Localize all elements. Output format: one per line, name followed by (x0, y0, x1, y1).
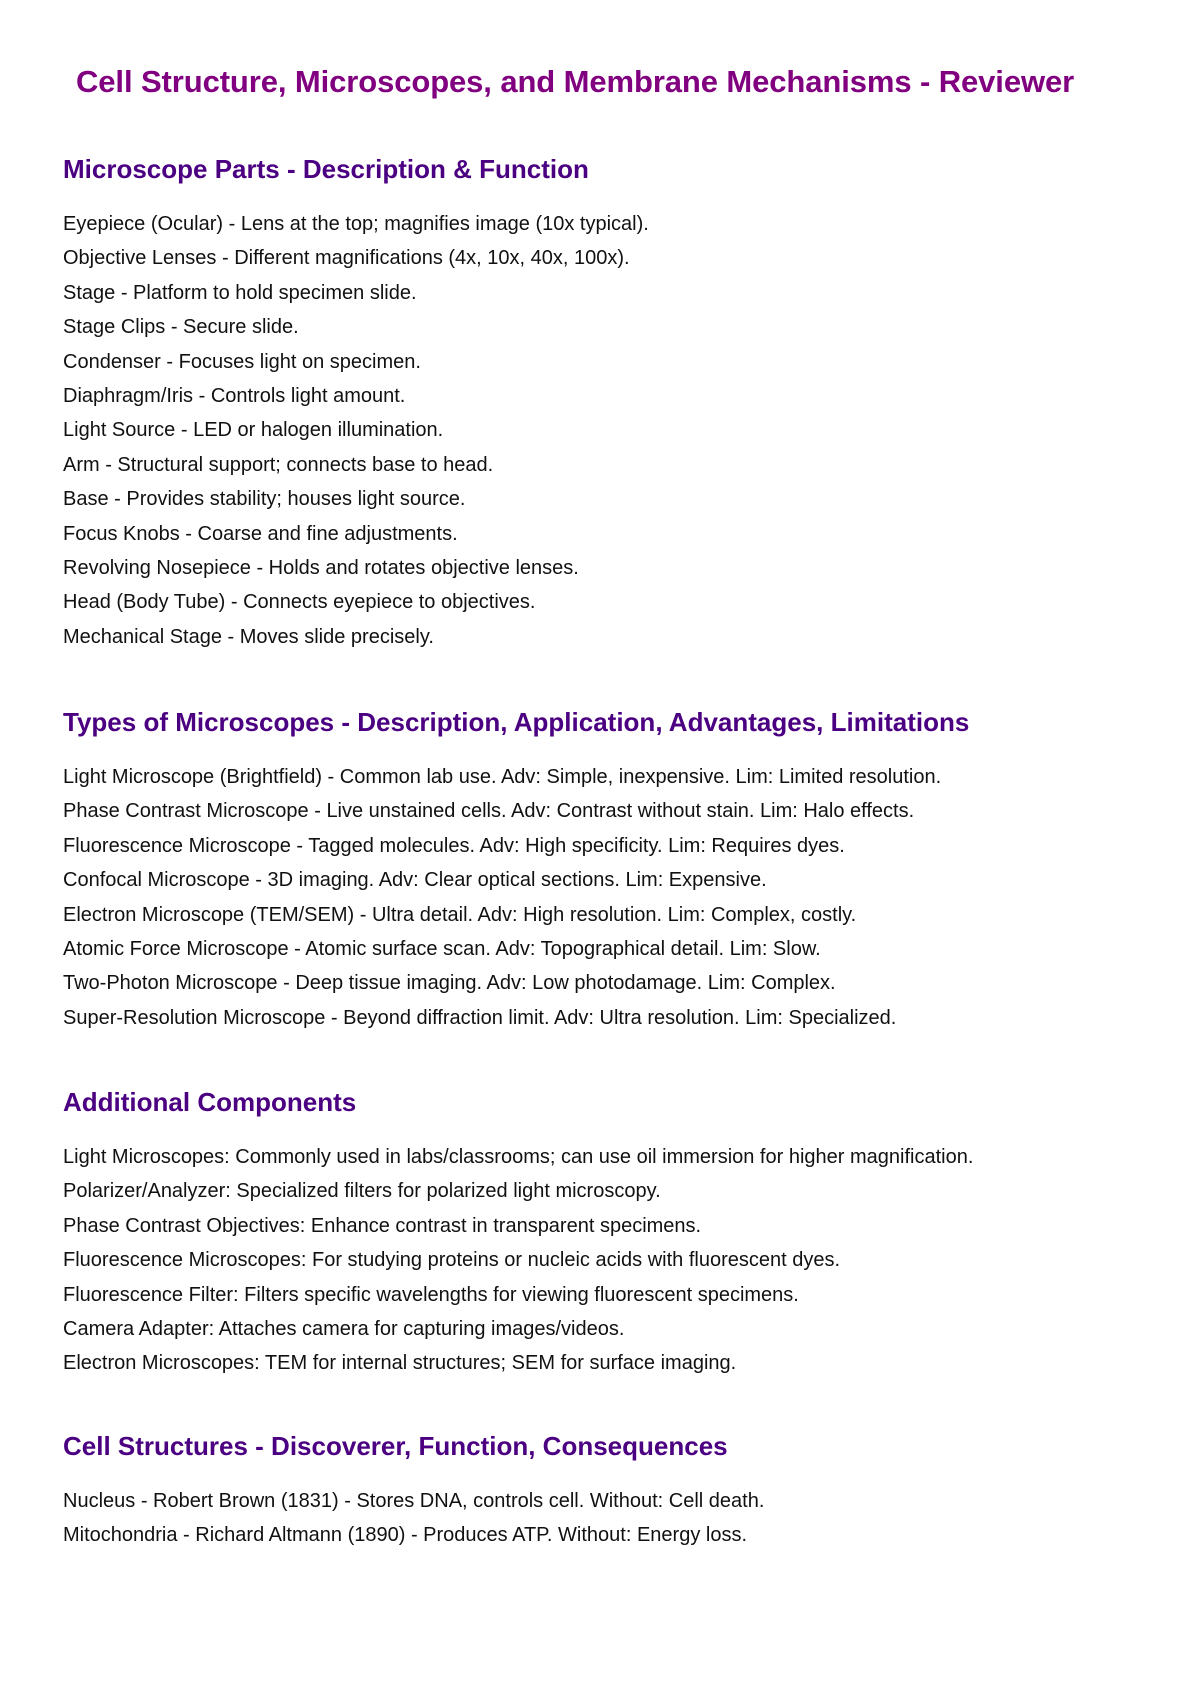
list-item: Camera Adapter: Attaches camera for capturing images/videos. (63, 1318, 625, 1341)
section-cell-structures (63, 1431, 1143, 1553)
list-item: Arm - Structural support; connects base to head. (63, 453, 494, 476)
section-heading: Types of Microscopes - Description, Application, Advantages, Limitations (63, 707, 970, 737)
list-item: Fluorescence Filter: Filters specific wavelengths for viewing fluorescent specimens. (63, 1283, 799, 1306)
list-item: Electron Microscope (TEM/SEM) - Ultra detail. Adv: High resolution. Lim: Complex, costly. (63, 903, 857, 926)
list-item: Light Microscope (Brightfield) - Common lab use. Adv: Simple, inexpensive. Lim: Limited resolution. (63, 766, 942, 788)
section-heading: Additional Components (63, 1087, 357, 1117)
list-item: Head (Body Tube) - Connects eyepiece to objectives. (63, 591, 536, 614)
section-lines (63, 1140, 1143, 1381)
section-heading: Cell Structures - Discoverer, Function, Consequences (63, 1431, 728, 1461)
list-item: Mechanical Stage - Moves slide precisely. (63, 625, 434, 648)
list-item: Fluorescence Microscope - Tagged molecules. Adv: High specificity. Lim: Requires dyes. (63, 834, 845, 857)
list-item: Stage Clips - Secure slide. (63, 316, 299, 339)
section-microscope-types (63, 707, 1143, 1035)
list-item: Super-Resolution Microscope - Beyond diffraction limit. Adv: Ultra resolution. Lim: Specialized. (63, 1006, 897, 1029)
list-item: Objective Lenses - Different magnifications (4x, 10x, 40x, 100x). (63, 247, 630, 270)
list-item: Polarizer/Analyzer: Specialized filters for polarized light microscopy. (63, 1180, 661, 1203)
list-item: Two-Photon Microscope - Deep tissue imaging. Adv: Low photodamage. Lim: Complex. (63, 972, 836, 995)
document-title: Cell Structure, Microscopes, and Membrane Mechanisms - Reviewer (76, 64, 1075, 99)
list-item: Phase Contrast Microscope - Live unstained cells. Adv: Contrast without stain. Lim: Halo effects. (63, 800, 915, 823)
section-heading: Microscope Parts - Description & Function (63, 154, 589, 184)
section-lines (63, 760, 1143, 1035)
list-item: Atomic Force Microscope - Atomic surface scan. Adv: Topographical detail. Lim: Slow. (63, 938, 821, 961)
section-lines (63, 1484, 1143, 1553)
section-lines (63, 207, 1143, 654)
list-item: Stage - Platform to hold specimen slide. (63, 281, 417, 304)
list-item: Electron Microscopes: TEM for internal structures; SEM for surface imaging. (63, 1352, 737, 1375)
list-item: Fluorescence Microscopes: For studying proteins or nucleic acids with fluorescent dyes. (63, 1249, 841, 1272)
section-microscope-parts (63, 154, 1143, 654)
section-additional-components (63, 1087, 1143, 1381)
list-item: Revolving Nosepiece - Holds and rotates objective lenses. (63, 557, 579, 580)
list-item: Mitochondria - Richard Altmann (1890) - Produces ATP. Without: Energy loss. (63, 1524, 748, 1547)
list-item: Confocal Microscope - 3D imaging. Adv: Clear optical sections. Lim: Expensive. (63, 869, 767, 892)
list-item: Light Microscopes: Commonly used in labs/classrooms; can use oil immersion for higher magnification. (63, 1146, 974, 1168)
list-item: Condenser - Focuses light on specimen. (63, 350, 421, 373)
list-item: Diaphragm/Iris - Controls light amount. (63, 385, 406, 408)
list-item: Eyepiece (Ocular) - Lens at the top; magnifies image (10x typical). (63, 213, 649, 235)
list-item: Phase Contrast Objectives: Enhance contrast in transparent specimens. (63, 1214, 702, 1237)
list-item: Light Source - LED or halogen illumination. (63, 419, 444, 442)
list-item: Focus Knobs - Coarse and fine adjustments. (63, 522, 458, 545)
list-item: Base - Provides stability; houses light source. (63, 488, 466, 511)
list-item: Nucleus - Robert Brown (1831) - Stores DNA, controls cell. Without: Cell death. (63, 1490, 765, 1512)
